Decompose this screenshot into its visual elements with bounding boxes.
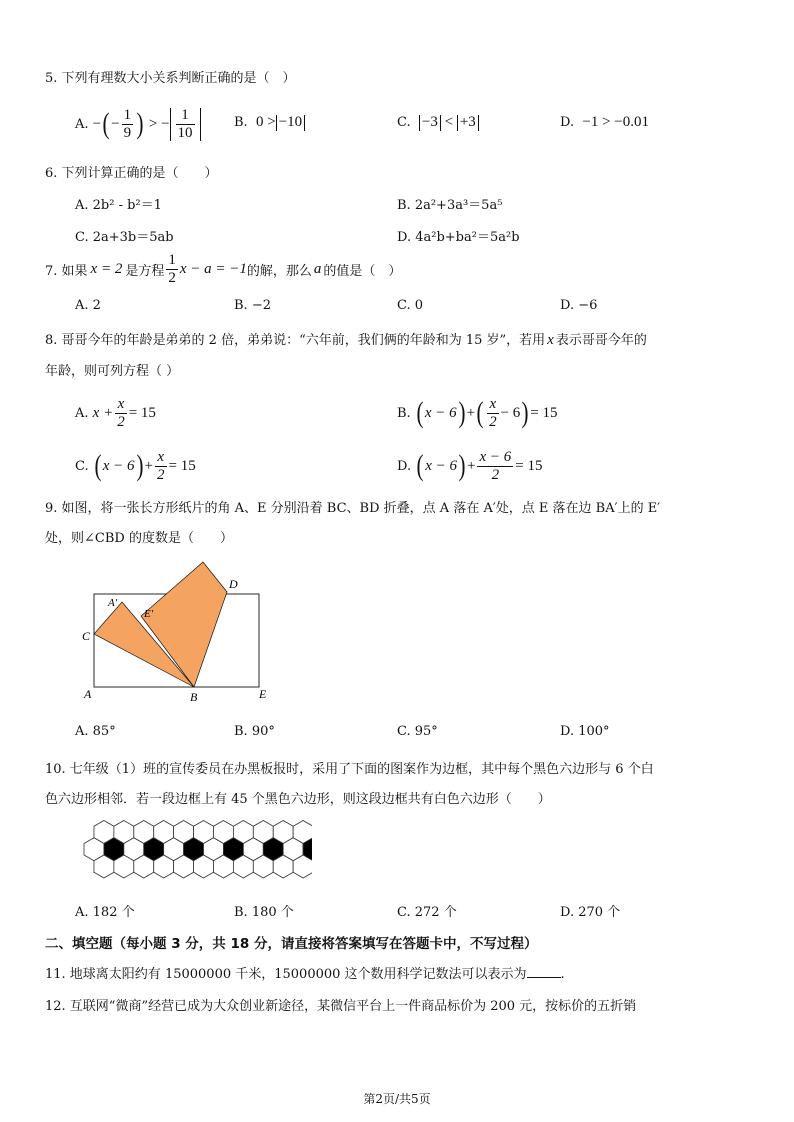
q9-line1: 9. 如图，将一张长方形纸片的角 A、E 分别沿着 BC、BD 折叠，点 A 落在 A′处，点 E 落在边 BA′上的 E′ [45, 501, 661, 516]
q7-stem: 7. 如果 x = 2 是方程 $\frac{1}{2}$ x − a = −1 的解，那么 a 的值是（ ） [45, 251, 402, 286]
q12: 12. 互联网“微商”经营已成为大众创业新途径，某微信平台上一件商品标价为 200 元，按标价的五折销 [45, 999, 637, 1014]
answer-blank[interactable] [527, 965, 561, 978]
q9-option-a: A. 85° [75, 724, 116, 739]
q6-stem: 6. 下列计算正确的是（ ） [45, 166, 218, 181]
q5-option-a [75, 102, 201, 146]
q6-option-a: A. 2b² - b²＝1 [75, 198, 162, 213]
label-e-prime: E′ [144, 608, 154, 620]
q7-option-a: A. 2 [75, 298, 101, 313]
q10-hexagon-border-figure [72, 820, 312, 888]
q7-option-d: D. −6 [560, 298, 598, 313]
q8-option-d: D. ( x − 6) + $\frac{x - 6}{2}$ = 15 [397, 448, 543, 483]
q9-line2: 处，则∠CBD 的度数是（ ） [45, 531, 233, 546]
q10-line2: 色六边形相邻．若一段边框上有 45 个黑色六边形，则这段边框共有白色六边形（ ） [45, 792, 551, 807]
q6-option-b: B. 2a²+3a³＝5a⁵ [397, 198, 503, 213]
label-d: D [229, 577, 238, 591]
page-footer: 第2页/共5页 [363, 1092, 431, 1106]
q9-figure [72, 558, 282, 706]
q10-option-c: C. 272 个 [397, 905, 457, 920]
option-label: A. [75, 116, 89, 132]
q8-line2: 年龄，则可列方程（ ） [45, 364, 180, 379]
q7-option-b: B. −2 [234, 298, 271, 313]
q8-option-c: C. ( x − 6) + $\frac{x}{2}$ = 15 [75, 448, 196, 483]
label-c: C [82, 629, 91, 643]
q10-option-d: D. 270 个 [560, 905, 621, 920]
q10-option-b: B. 180 个 [234, 905, 294, 920]
q5-option-c: C. −3 < +3 [397, 114, 479, 131]
q7-option-c: C. 0 [397, 298, 424, 313]
q6-option-d: D. 4a²b+ba²＝5a²b [397, 230, 520, 245]
q8-option-b: B. ( x − 6) +( $\frac{x}{2}$ − 6) = 15 [397, 395, 558, 430]
q10-line1: 10. 七年级（1）班的宣传委员在办黑板报时，采用了下面的图案作为边框，其中每个黑色六边形与 6 个白 [45, 762, 654, 777]
q5-option-d: D. −1 > −0.01 [560, 114, 649, 130]
q6-option-c: C. 2a+3b＝5ab [75, 230, 174, 245]
q9-option-d: D. 100° [560, 724, 610, 739]
label-a: A [84, 687, 92, 701]
label-b: B [190, 690, 198, 704]
fold-quad-e [141, 562, 227, 687]
q5-stem: 5. 下列有理数大小关系判断正确的是（ ） [45, 71, 296, 86]
q8-line1: 8. 哥哥今年的年龄是弟弟的 2 倍，弟弟说：“六年前，我们俩的年龄和为 15 岁”，若用 x 表示哥哥今年的 [45, 332, 647, 348]
label-a-prime: A′ [108, 597, 118, 609]
q10-option-a: A. 182 个 [75, 905, 135, 920]
label-e: E [259, 687, 267, 701]
q9-option-b: B. 90° [234, 724, 275, 739]
q9-option-c: C. 95° [397, 724, 438, 739]
section-2-title: 二、填空题（每小题 3 分，共 18 分，请直接将答案填写在答题卡中，不写过程） [45, 936, 538, 952]
q5-option-b: B. 0 > −10 [234, 114, 305, 131]
q8-option-a: A. x + $\frac{x}{2}$ = 15 [75, 395, 156, 430]
q11: 11. 地球离太阳约有 15000000 千米，15000000 这个数用科学记数法可以表示为 . [45, 967, 565, 982]
q5-a-expr: −( − $\frac{1}{9}$ ) > − $\frac{1}{10}$ [93, 108, 201, 141]
